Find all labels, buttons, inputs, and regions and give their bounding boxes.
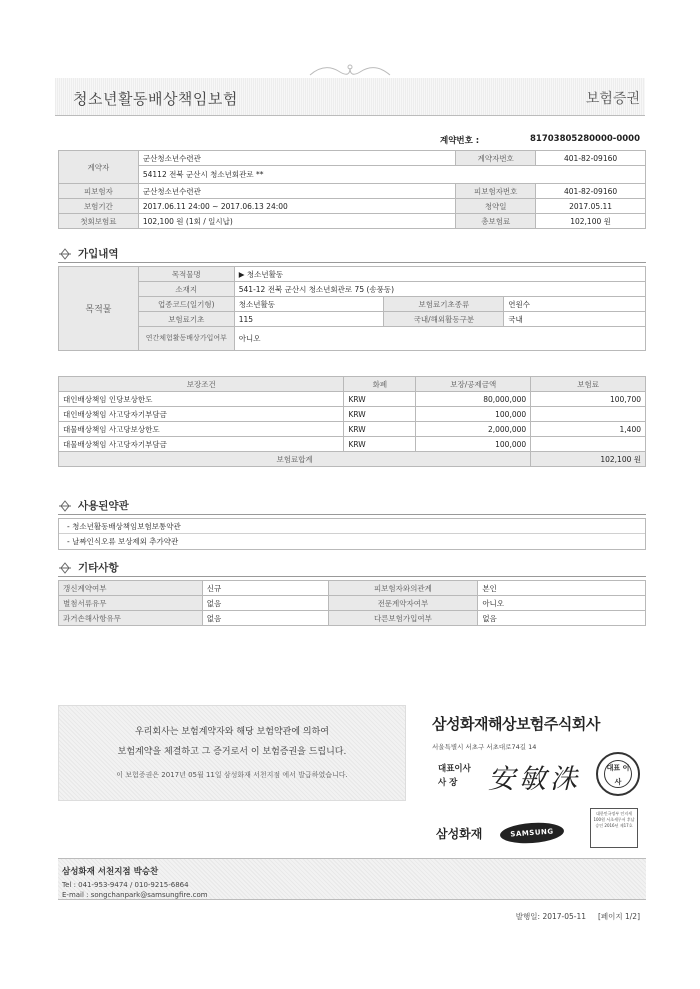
document-type: 보험증권 [585,91,640,107]
first-premium: 102,100 원 (1회 / 일시납) [138,214,455,229]
samsung-logo: SAMSUNG [499,821,564,845]
agent-name: 삼성화재 서천지점 박승찬 [62,867,159,877]
section-divider [58,262,646,263]
annual-label: 연간체험활동배상가입여부 [138,327,234,351]
table-row: 대물배상책임 사고당보상한도 [59,422,344,437]
first-premium-label: 첫회보험료 [59,214,139,229]
attachment: 없음 [202,596,328,611]
insured-label: 피보험자 [59,184,139,199]
amount-header: 보장/공제금액 [416,377,531,392]
table-row: 대인배상책임 사고당자기부담금 [59,407,344,422]
premium-total: 102,100 원 [531,452,646,467]
coverage-header: 보장조건 [59,377,344,392]
contract-number: 81703805280000-0000 [530,134,640,144]
premium-header: 보험료 [531,377,646,392]
section-divider [58,514,646,515]
basis: 115 [234,312,384,327]
list-item: - 청소년활동배상책임보험보통약관 [59,519,645,534]
section-divider [58,576,646,577]
certificate-line-1: 우리회사는 보험계약자와 해당 보험약관에 의하여 [134,727,330,737]
coverage-table: 보장조건 화폐 보장/공제금액 보험료 대인배상책임 인당보상한도 KRW 80,000,000 100,700 대인배상책임 사고당자기부담금 KRW 100,000 대물배상책임 사고당보상한도 KRW 2,000,000 1,400 대물배상책임 사고당자기부담금 KRW 100,000 보험료합계 102,100 원 [58,376,646,467]
other-insurance-label: 다른보험가입여부 [328,611,478,626]
section-title-other: 기타사항 [58,560,119,575]
table-row: 대인배상책임 인당보상한도 [59,392,344,407]
ceo-label: 대표이사 [438,764,471,774]
company-name: 삼성화재해상보험주식회사 [432,715,600,733]
business: 청소년활동 [234,297,384,312]
location: 541-12 전북 군산시 청소년회관로 75 (송풍동) [234,282,645,297]
domestic: 국내 [504,312,646,327]
policyholder-id-label: 계약자번호 [456,151,536,166]
subject-name: ▶ 청소년활동 [234,267,645,282]
footer [516,911,640,922]
ornament-icon [58,248,72,260]
subject-name-label: 목적물명 [138,267,234,282]
past-damage-label: 과거손해사항유무 [59,611,203,626]
other-insurance: 없음 [478,611,646,626]
currency-header: 화폐 [344,377,416,392]
basis-label: 보험료기초 [138,312,234,327]
brand-name: 삼성화재 [436,827,483,841]
certificate-line-3: 이 보험증권은 2017년 05월 11일 삼성화재 서천지점 에서 발급하였습니다. [116,771,348,779]
terms-list [58,518,646,550]
basis-type-label: 보험료기초종류 [384,297,504,312]
business-label: 업종코드(일기형) [138,297,234,312]
agent-info [58,858,646,900]
domestic-label: 국내/해외활동구분 [384,312,504,327]
annual: 아니오 [234,327,645,351]
insured-name: 군산청소년수련관 [138,184,455,199]
list-item: - 날짜인식오류 보상제외 추가약관 [67,537,179,546]
sign-date-label: 청약일 [456,199,536,214]
company-address: 서울특별시 서초구 서초대로74길 14 [432,743,537,751]
attachment-label: 별첨서류유무 [59,596,203,611]
insured-id: 401-82-09160 [536,184,646,199]
table-row: 대물배상책임 사고당자기부담금 [59,437,344,452]
relation-label: 피보험자와의관계 [328,581,478,596]
agent-tel: Tel : 041-953-9474 / 010-9215-6864 [62,881,189,889]
insured-id-label: 피보험자번호 [456,184,536,199]
ceo-title: 사 장 [438,778,458,788]
contract-number-label: 계약번호 : [440,136,480,146]
sign-date: 2017.05.11 [536,199,646,214]
basis-type: 연원수 [504,297,646,312]
ornament-icon [58,500,72,512]
location-label: 소재지 [138,282,234,297]
renewal-label: 갱신계약여부 [59,581,203,596]
issue-date: 발행일: 2017-05-11 [515,912,587,921]
insurance-period: 2017.06.11 24:00 ~ 2017.06.13 24:00 [138,199,455,214]
revenue-stamp: 대한민국정부 인지세 100원 서초세무서 후납승인 2016년 제17호 [590,808,638,848]
document-title: 청소년활동배상책임보험 [73,90,238,108]
header-ornament [305,60,395,82]
certificate-line-2: 보험계약을 체결하고 그 증거로서 이 보험증권을 드립니다. [117,747,347,757]
policy-info-table [58,150,646,229]
renewal: 신규 [202,581,328,596]
other-table [58,580,646,626]
professional-label: 전문계약자여부 [328,596,478,611]
total-premium: 102,100 원 [536,214,646,229]
page-indicator: [페이지 1/2] [597,912,640,921]
agent-email: E-mail : songchanpark@samsungfire.com [62,891,208,899]
policyholder-id: 401-82-09160 [536,151,646,166]
professional: 아니오 [478,596,646,611]
total-premium-label: 총보험료 [456,214,536,229]
seal-text: 대표 이사 [604,760,632,788]
policyholder-label: 계약자 [59,151,139,184]
subject-table [58,266,646,351]
policyholder-name: 군산청소년수련관 [138,151,455,166]
company-seal [596,752,640,796]
section-title-enrollment: 가입내역 [58,246,119,261]
premium-total-label: 보험료합계 [59,452,531,467]
period-label: 보험기간 [59,199,139,214]
subject-label: 목적물 [59,267,139,351]
relation: 본인 [478,581,646,596]
ornament-icon [58,562,72,574]
section-title-terms: 사용된약관 [58,498,129,513]
past-damage: 없음 [202,611,328,626]
policyholder-address: 54112 전북 군산시 청소년회관로 ** [138,166,645,184]
ceo-signature: 安敏洙 [488,764,581,795]
certificate-statement [58,705,406,801]
